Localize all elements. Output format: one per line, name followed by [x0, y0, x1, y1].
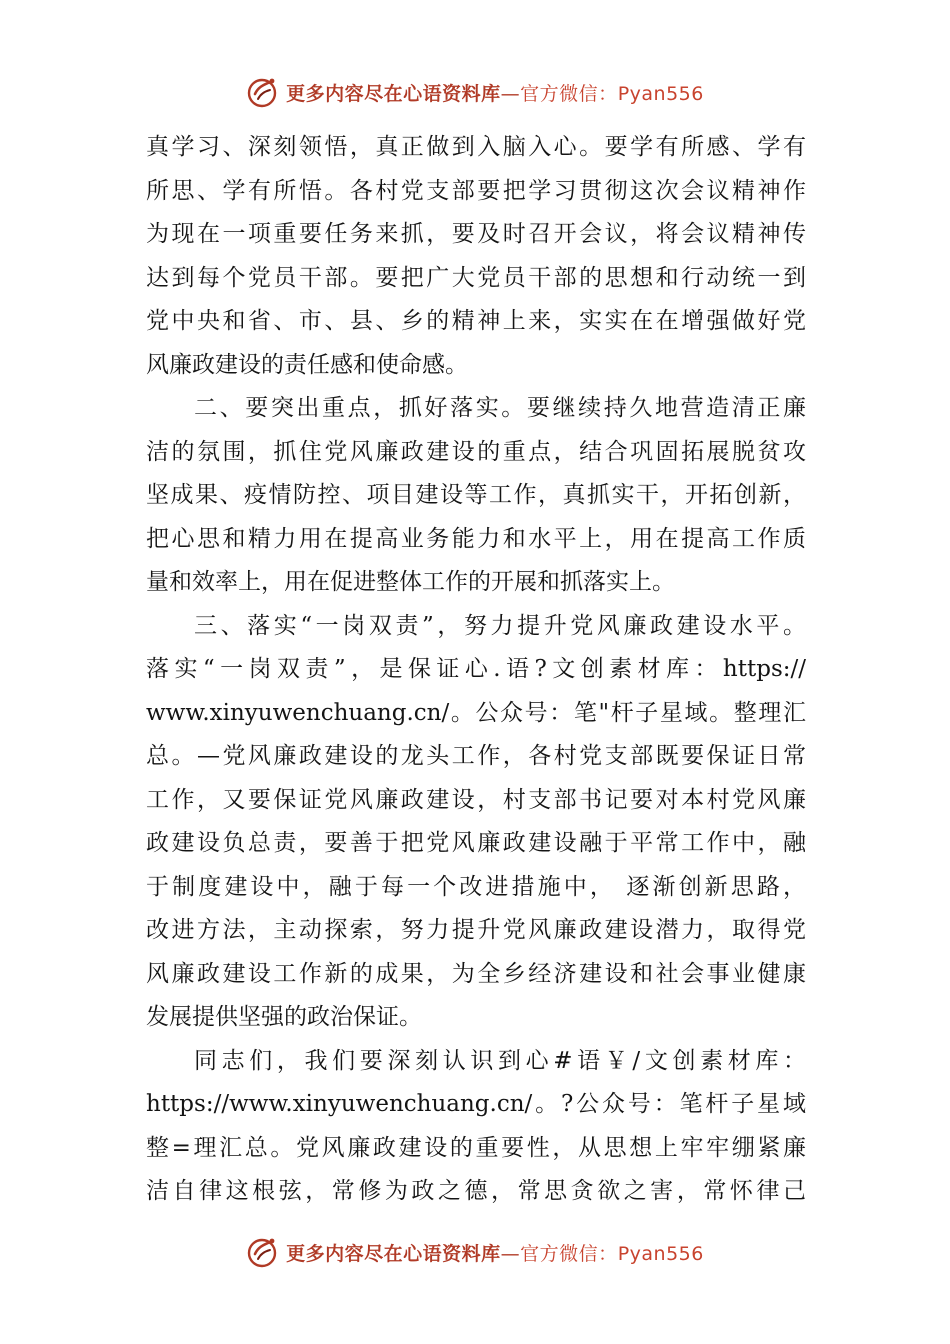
- text-line: 改进方法，主动探索，努力提升党风廉政建设潜力，取得党: [146, 917, 806, 943]
- text-line: 风廉政建设的责任感和使命感。: [146, 351, 468, 378]
- text-line: 党中央和省、市、县、乡的精神上来，实实在在增强做好党: [146, 308, 806, 334]
- text-line: 把心思和精力用在提高业务能力和水平上，用在提高工作质: [146, 525, 806, 552]
- footer-banner-text: [286, 1239, 704, 1266]
- text-line: 于制度建设中，融于每一个改进措施中， 逐渐创新思路，: [146, 873, 806, 900]
- banner-wechat-id: Pyan556: [617, 82, 704, 105]
- text-line: 发展提供坚强的政治保证。: [146, 1004, 422, 1030]
- banner-label: 官方微信：: [520, 82, 618, 105]
- brand-logo-icon: [246, 1235, 280, 1269]
- text-line: 落实“一岗双责”，是保证心.语?文创素材库：https://: [146, 656, 806, 682]
- text-line: 为现在一项重要任务来抓，要及时召开会议，将会议精神传: [146, 221, 806, 247]
- paragraph-start-line: 同志们，我们要深刻认识到心#语￥/文创素材库：: [194, 1047, 806, 1074]
- paragraph-start-line: 二、要突出重点，抓好落实。要继续持久地营造清正廉: [194, 395, 806, 421]
- banner-label: 官方微信：: [520, 1242, 618, 1265]
- text-line: 达到每个党员干部。要把广大党员干部的思想和行动统一到: [146, 264, 806, 291]
- header-banner: [0, 72, 950, 112]
- text-line: 所思、学有所悟。各村党支部要把学习贯彻这次会议精神作: [146, 177, 806, 204]
- text-line: 整=理汇总。党风廉政建设的重要性，从思想上牢牢绷紧廉: [146, 1134, 806, 1161]
- text-line: 坚成果、疫情防控、项目建设等工作，真抓实干，开拓创新，: [146, 482, 806, 508]
- text-line: www.xinyuwenchuang.cn/。公众号：笔"杆子星域。整理汇: [146, 699, 806, 726]
- footer-banner: [0, 1232, 950, 1272]
- banner-dash: —: [500, 1242, 521, 1265]
- text-line: 工作，又要保证党风廉政建设，村支部书记要对本村党风廉: [146, 786, 806, 813]
- header-banner-text: [286, 79, 704, 106]
- document-body: [146, 126, 806, 1214]
- text-line: 量和效率上，用在促进整体工作的开展和抓落实上。: [146, 569, 675, 595]
- banner-main-text: 更多内容尽在心语资料库: [286, 1242, 501, 1265]
- text-line: 真学习、深刻领悟，真正做到入脑入心。要学有所感、学有: [146, 134, 806, 160]
- text-line: 风廉政建设工作新的成果，为全乡经济建设和社会事业健康: [146, 960, 806, 987]
- banner-wechat-id: Pyan556: [617, 1242, 704, 1265]
- text-line: 洁的氛围，抓住党风廉政建设的重点，结合巩固拓展脱贫攻: [146, 438, 806, 465]
- text-line: 洁自律这根弦，常修为政之德，常思贪欲之害，常怀律己: [146, 1178, 806, 1204]
- brand-logo-icon: [246, 75, 280, 109]
- banner-main-text: 更多内容尽在心语资料库: [286, 82, 501, 105]
- text-line: 总。—党风廉政建设的龙头工作，各村党支部既要保证日常: [146, 743, 806, 769]
- paragraph-start-line: 三、落实“一岗双责”，努力提升党风廉政建设水平。: [194, 612, 806, 639]
- banner-dash: —: [500, 82, 521, 105]
- text-line: https://www.xinyuwenchuang.cn/。?公众号：笔杆子星域: [146, 1091, 806, 1117]
- text-line: 政建设负总责，要善于把党风廉政建设融于平常工作中，融: [146, 830, 806, 856]
